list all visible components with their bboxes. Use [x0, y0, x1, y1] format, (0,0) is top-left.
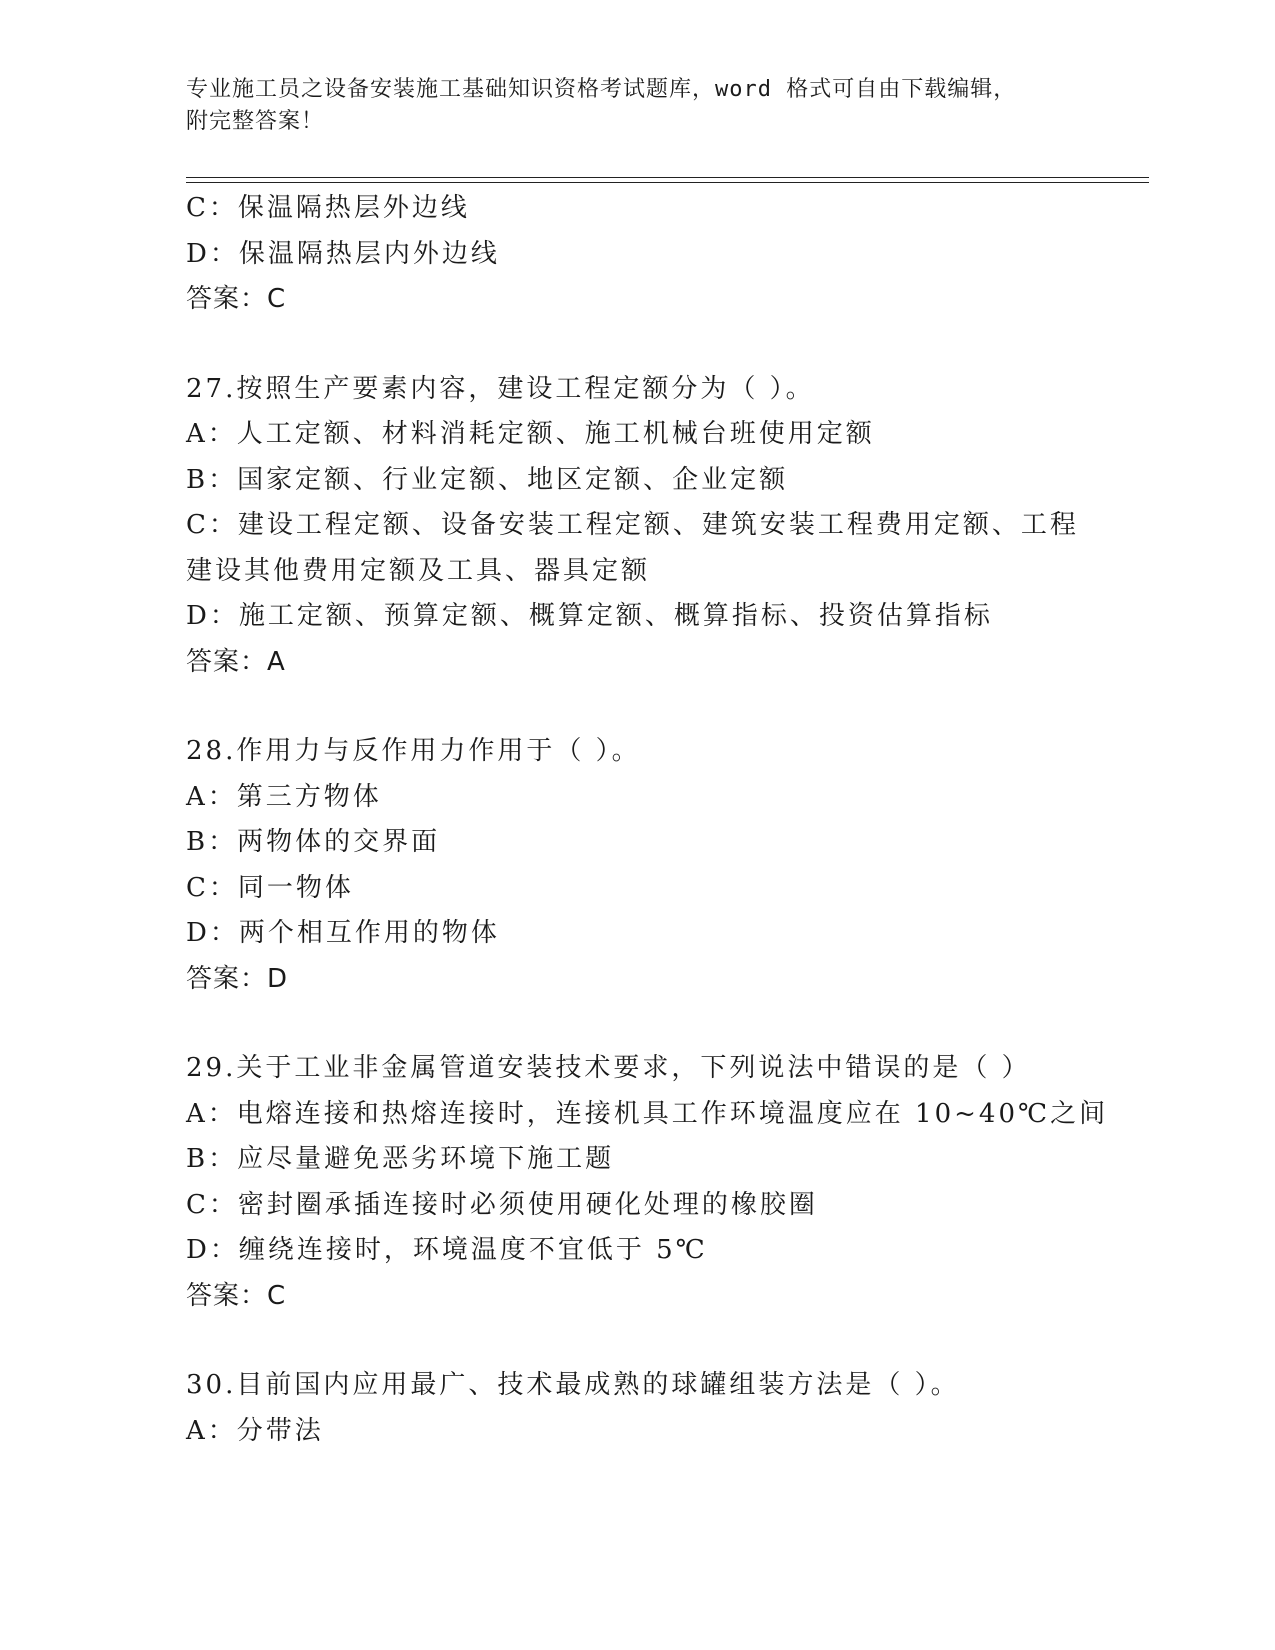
option-b: B：应尽量避免恶劣环境下施工题: [186, 1144, 615, 1174]
answer-line: 答案：A: [186, 646, 286, 677]
option-b: B：国家定额、行业定额、地区定额、企业定额: [186, 464, 789, 495]
answer-line: 答案：C: [186, 1280, 287, 1311]
question-26-continued: [186, 186, 1086, 323]
question-30: [186, 1363, 1086, 1454]
question-stem: 30.目前国内应用最广、技术最成熟的球罐组装方法是（ ）。: [186, 1370, 960, 1400]
header-line-2: 附完整答案！: [186, 109, 325, 134]
header-rule-top: [186, 177, 1149, 178]
option-d: D：缠绕连接时，环境温度不宜低于 5℃: [186, 1235, 708, 1265]
option-c: C：保温隔热层外边线: [186, 193, 470, 223]
option-c: C：建设工程定额、设备安装工程定额、建筑安装工程费用定额、工程: [186, 510, 1079, 540]
option-b: B：两物体的交界面: [186, 827, 441, 857]
option-a: A：人工定额、材料消耗定额、施工机械台班使用定额: [186, 419, 875, 449]
option-a: A：分带法: [186, 1415, 324, 1446]
option-a: A：第三方物体: [186, 781, 382, 812]
question-stem: 29.关于工业非金属管道安装技术要求，下列说法中错误的是（ ）: [186, 1053, 1031, 1083]
question-29: [186, 1046, 1109, 1319]
option-c: C：密封圈承插连接时必须使用硬化处理的橡胶圈: [186, 1189, 818, 1220]
option-d: D：保温隔热层内外边线: [186, 238, 500, 269]
option-a: A：电熔连接和热熔连接时，连接机具工作环境温度应在 10~40℃之间: [186, 1098, 1109, 1129]
question-stem: 28.作用力与反作用力作用于（ ）。: [186, 736, 641, 766]
header-line-1: 专业施工员之设备安装施工基础知识资格考试题库，word 格式可自由下载编辑，: [186, 77, 1017, 102]
option-d: D：两个相互作用的物体: [186, 918, 500, 948]
option-c: C：同一物体: [186, 872, 354, 903]
question-list: [186, 186, 1109, 1454]
document-header: [186, 74, 1066, 138]
answer-line: 答案：C: [186, 284, 287, 314]
option-c-continued: 建设其他费用定额及工具、器具定额: [186, 555, 651, 586]
question-stem: 27.按照生产要素内容，建设工程定额分为（ ）。: [186, 373, 815, 404]
option-d: D：施工定额、预算定额、概算定额、概算指标、投资估算指标: [186, 601, 993, 631]
answer-line: 答案：D: [186, 963, 289, 994]
header-rule-bottom: [186, 182, 1149, 183]
question-27: [186, 367, 1086, 686]
question-28: [186, 729, 1086, 1002]
